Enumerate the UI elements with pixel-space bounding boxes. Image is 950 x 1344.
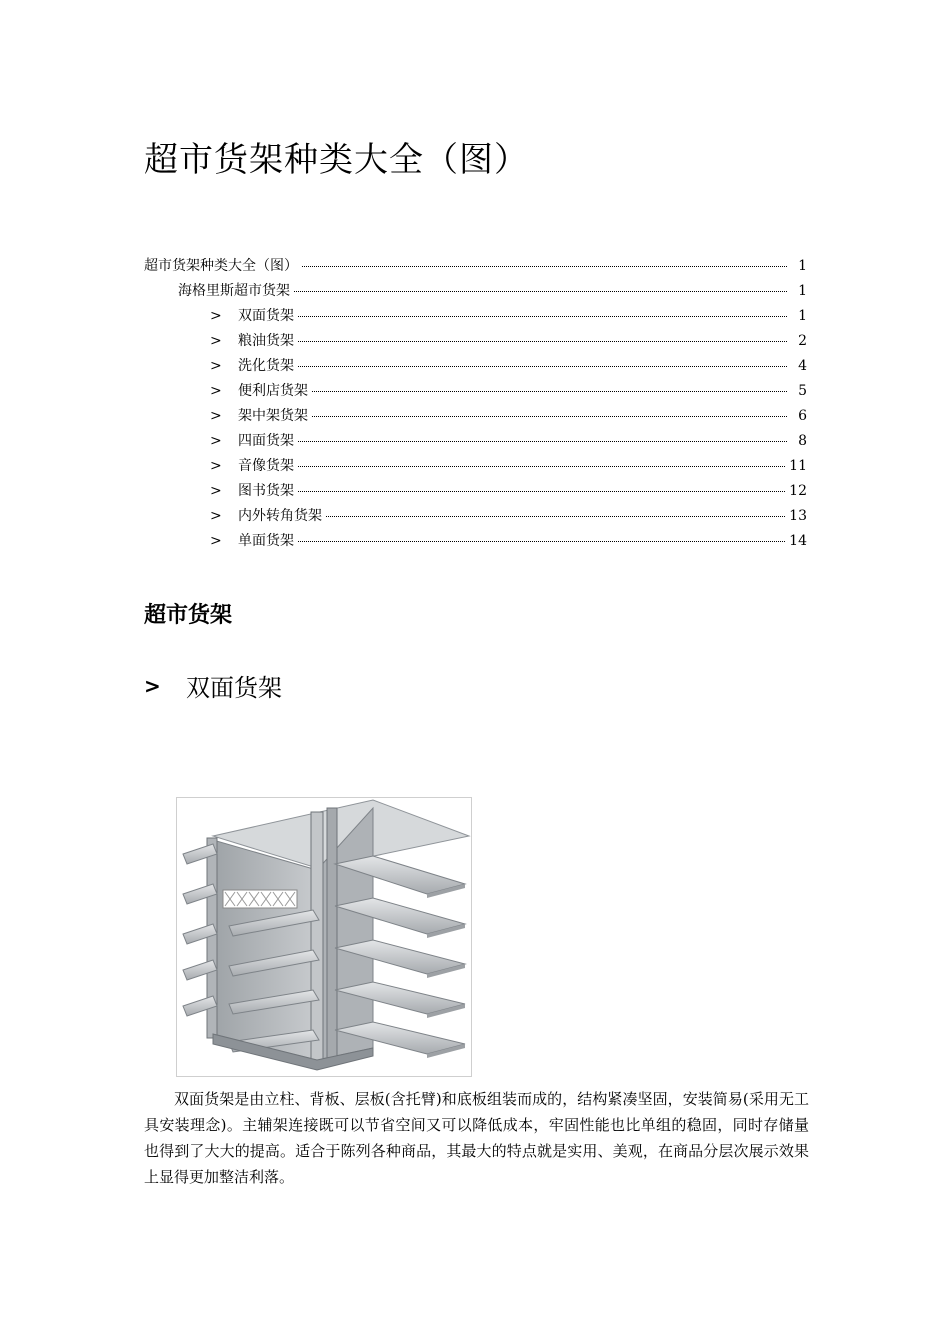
toc-entry-label: 音像货架 xyxy=(238,458,294,474)
toc-dot-leader xyxy=(302,265,787,267)
toc-bullet-arrow-icon: > xyxy=(210,483,222,499)
toc-bullet-arrow-icon: > xyxy=(210,433,222,449)
toc-entry[interactable] xyxy=(144,304,809,329)
toc-dot-leader xyxy=(326,515,785,517)
toc-dot-leader xyxy=(312,415,787,417)
toc-entry[interactable] xyxy=(144,254,809,279)
toc-dot-leader xyxy=(298,315,787,317)
toc-entry[interactable] xyxy=(144,479,809,504)
toc-bullet-arrow-icon: > xyxy=(210,308,222,324)
shelf-back-panel-left xyxy=(213,840,317,1060)
subsection-title: 双面货架 xyxy=(186,674,282,702)
table-of-contents xyxy=(144,254,809,554)
toc-dot-leader xyxy=(298,440,787,442)
subsection-heading xyxy=(144,668,282,703)
toc-bullet-arrow-icon: > xyxy=(210,508,222,524)
bullet-arrow-icon: > xyxy=(144,673,161,698)
toc-entry[interactable] xyxy=(144,279,809,304)
toc-entry-label: 四面货架 xyxy=(238,433,294,449)
toc-page-number: 11 xyxy=(789,458,807,474)
toc-entry[interactable] xyxy=(144,354,809,379)
toc-entry-label: 双面货架 xyxy=(238,308,294,324)
body-paragraph: 双面货架是由立柱、背板、层板(含托臂)和底板组装而成的，结构紧凑坚固，安装简易(采用无工具安装理念)。主辅架连接既可以节省空间又可以降低成本，牢固性能也比单组的稳固，同时存储量也得到了大大的提高。适合于陈列各种商品，其最大的特点就是实用、美观，在商品分层次展示效果上显得更加整洁利落。 xyxy=(144,1090,809,1186)
toc-dot-leader xyxy=(298,465,785,467)
toc-entry-label: 粮油货架 xyxy=(238,333,294,349)
toc-bullet-arrow-icon: > xyxy=(210,358,222,374)
toc-dot-leader xyxy=(298,540,785,542)
toc-entry-label: 图书货架 xyxy=(238,483,294,499)
toc-dot-leader xyxy=(298,490,785,492)
toc-page-number: 1 xyxy=(798,308,807,324)
section-heading: 超市货架 xyxy=(144,603,233,628)
toc-entry[interactable] xyxy=(144,429,809,454)
toc-entry[interactable] xyxy=(144,404,809,429)
toc-page-number: 1 xyxy=(798,283,807,299)
toc-page-number: 12 xyxy=(789,483,807,499)
toc-bullet-arrow-icon: > xyxy=(210,408,222,424)
toc-bullet-arrow-icon: > xyxy=(210,383,222,399)
toc-bullet-arrow-icon: > xyxy=(210,333,222,349)
toc-page-number: 1 xyxy=(798,258,807,274)
toc-dot-leader xyxy=(298,340,787,342)
toc-entry-label: 洗化货架 xyxy=(238,358,294,374)
toc-entry-label: 海格里斯超市货架 xyxy=(178,283,290,299)
toc-page-number: 5 xyxy=(798,383,807,399)
double-sided-shelf-illustration xyxy=(177,798,471,1076)
upright-center xyxy=(311,812,323,1064)
toc-page-number: 14 xyxy=(789,533,807,549)
toc-bullet-arrow-icon: > xyxy=(210,458,222,474)
toc-page-number: 13 xyxy=(789,508,807,524)
toc-entry-label: 超市货架种类大全（图） xyxy=(144,258,298,274)
toc-entry[interactable] xyxy=(144,529,809,554)
upright-center-rear xyxy=(327,808,337,1058)
document-title: 超市货架种类大全（图） xyxy=(144,140,529,180)
toc-entry[interactable] xyxy=(144,454,809,479)
toc-entry[interactable] xyxy=(144,379,809,404)
toc-entry-label: 内外转角货架 xyxy=(238,508,322,524)
toc-bullet-arrow-icon: > xyxy=(210,533,222,549)
toc-dot-leader xyxy=(312,390,787,392)
toc-dot-leader xyxy=(294,290,787,292)
toc-page-number: 2 xyxy=(798,333,807,349)
toc-page-number: 6 xyxy=(798,408,807,424)
toc-entry-label: 单面货架 xyxy=(238,533,294,549)
toc-page-number: 8 xyxy=(798,433,807,449)
shelf-photo xyxy=(176,797,472,1077)
toc-page-number: 4 xyxy=(798,358,807,374)
toc-entry-label: 便利店货架 xyxy=(238,383,308,399)
toc-entry-label: 架中架货架 xyxy=(238,408,308,424)
toc-dot-leader xyxy=(298,365,787,367)
toc-entry[interactable] xyxy=(144,504,809,529)
toc-entry[interactable] xyxy=(144,329,809,354)
